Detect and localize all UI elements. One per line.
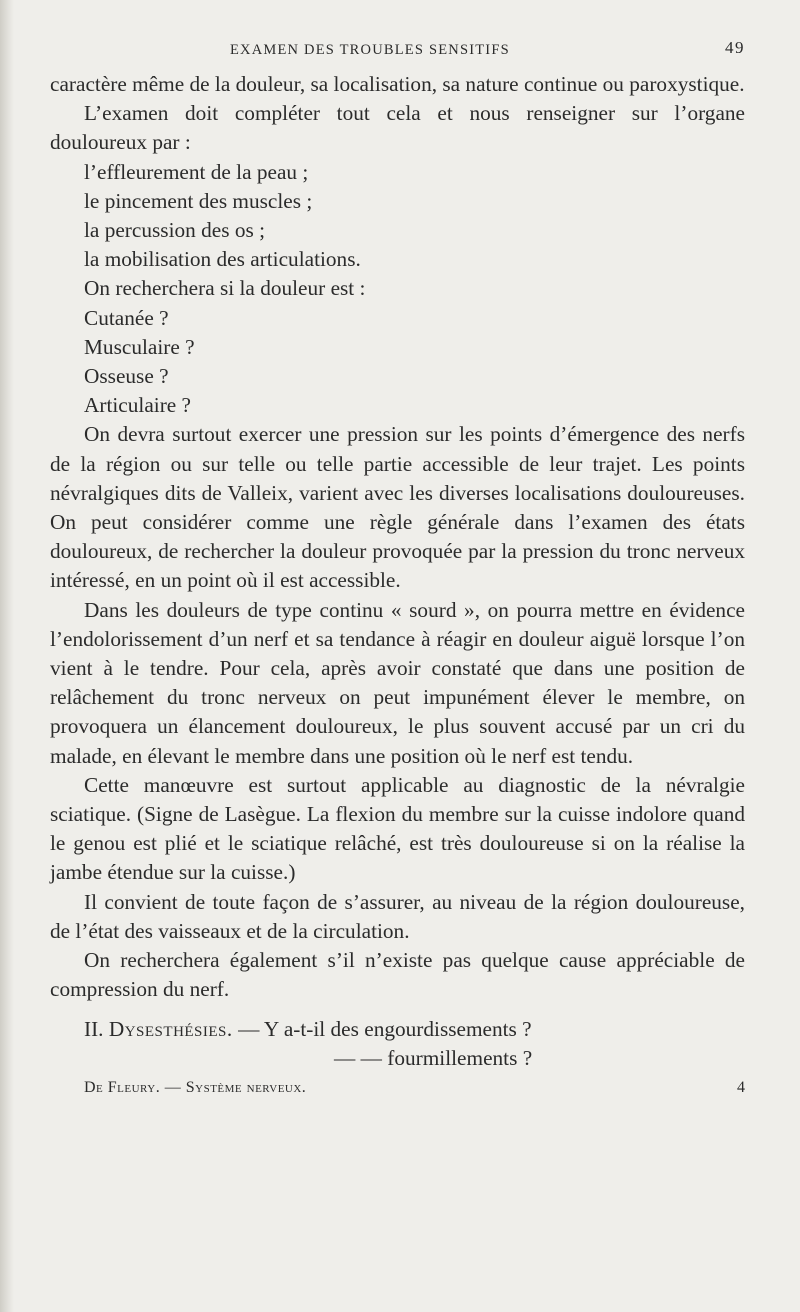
list-item: Musculaire ? <box>84 334 195 359</box>
footer-reference: De Fleury. — Système nerveux. <box>84 1078 307 1096</box>
ditto-dashes: — — <box>334 1045 382 1070</box>
page-footer <box>50 1079 745 1103</box>
running-head-title: EXAMEN DES TROUBLES SENSITIFS <box>230 42 510 58</box>
examination-list <box>50 158 745 275</box>
signature-mark: 4 <box>737 1078 745 1096</box>
paragraph: On devra surtout exercer une pression sur les points d’émergence des nerfs de la région ou sur telle ou telle partie accessible de leur trajet. Les points névralgiques dits de Valleix, varient avec les diverses localisations douloureuses. On peut considérer comme une règle générale dans l’examen des états douloureux, de rechercher la douleur provoquée par la pression du tronc nerveux intéressé, en un point où il est accessible. <box>50 422 745 593</box>
question-line <box>50 1044 745 1073</box>
section-dash: — <box>238 1016 260 1041</box>
page-number: 49 <box>725 38 745 57</box>
paragraph: Dans les douleurs de type continu « sourd », on pourra mettre en évidence l’endolorissement d’un nerf et sa tendance à réagir en douleur aiguë lorsque l’on vient à le tendre. Pour cela, après avoir constaté que dans une position de relâchement du tronc nerveux on peut impunément élever le membre, on provoquera un élancement douloureux, le plus souvent accusé par un cri du malade, en élevant le membre dans une position où le nerf est tendu. <box>50 597 745 768</box>
paragraph: Il convient de toute façon de s’assurer, au niveau de la région douloureuse, de l’état des vaisseaux et de la circulation. <box>50 889 745 943</box>
list-item: Osseuse ? <box>84 364 169 389</box>
list-item: la mobilisation des articulations. <box>84 247 361 272</box>
paragraph: L’examen doit compléter tout cela et nous renseigner sur l’organe douloureux par : <box>50 101 745 155</box>
list-item: la percussion des os ; <box>84 218 265 243</box>
page-edge <box>0 0 14 1312</box>
list-item: l’effleurement de la peau ; <box>84 159 309 184</box>
running-head <box>50 38 745 70</box>
section-heading: Dysesthésies. <box>108 1016 233 1041</box>
paragraph: Cette manœuvre est surtout applicable au diagnostic de la névralgie sciatique. (Signe de Lasègue. La flexion du membre sur la cuisse indolore quand le genou est plié et le sciatique relâché, est très douloureuse si on la réalise la jambe étendue sur la cuisse.) <box>50 772 745 885</box>
list-item: le pincement des muscles ; <box>84 188 313 213</box>
body-text <box>50 70 745 1073</box>
pain-type-list <box>50 304 745 421</box>
question: fourmillements ? <box>387 1045 533 1070</box>
question: Y a-t-il des engourdissements ? <box>263 1016 532 1041</box>
section-heading-line <box>50 1015 745 1044</box>
dysesthesia-section <box>50 1015 745 1073</box>
list-item: Articulaire ? <box>84 393 192 418</box>
paragraph: On recherchera si la douleur est : <box>84 276 366 301</box>
book-page <box>50 38 745 1103</box>
paragraph: On recherchera également s’il n’existe pas quelque cause appréciable de compression du nerf. <box>50 948 745 1002</box>
list-item: Cutanée ? <box>84 305 169 330</box>
paragraph: caractère même de la douleur, sa localisation, sa nature continue ou paroxystique. <box>50 72 745 96</box>
section-numeral: II. <box>84 1016 104 1041</box>
